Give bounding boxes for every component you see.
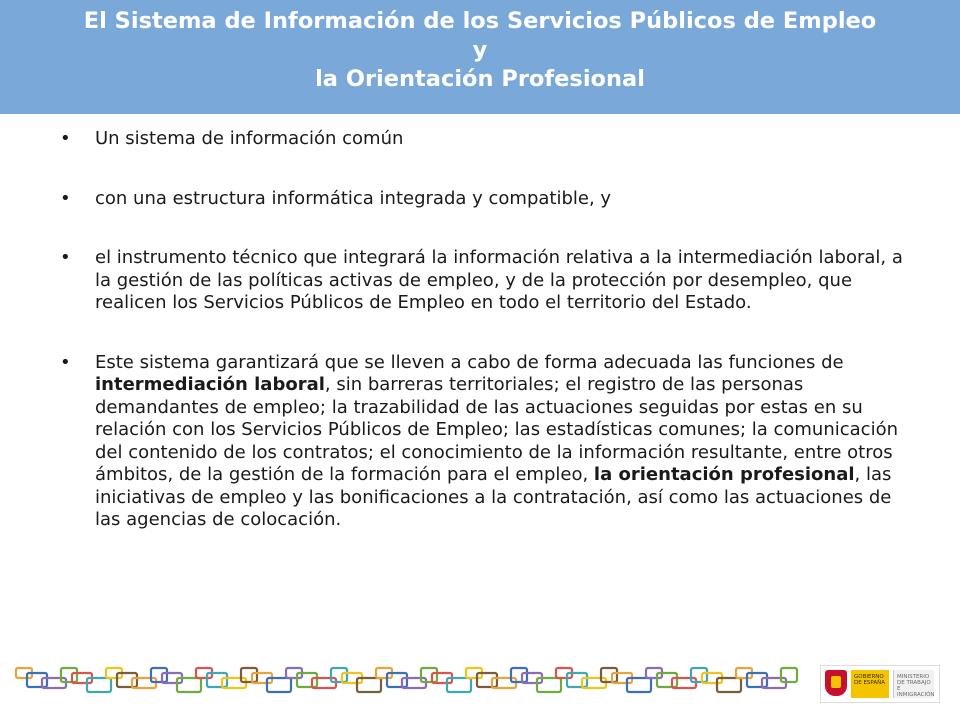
chain-link (357, 678, 381, 692)
chain-link (61, 668, 77, 682)
chain-link (511, 668, 527, 682)
bullet-text-4b: , sin barreras territoriales; el registro de las personas demandantes de empleo; la trazabilidad de las actuaciones seguidas por estas en su relación con los Servicios Públicos de Empleo; las estadísticas comunes; la comunicación del contenido de los contratos; el conocimiento de la información resultante, entre otros ámbitos, de la gestión de la formación para el empleo, (95, 374, 898, 485)
chain-link (627, 678, 651, 692)
chain-link (691, 668, 707, 682)
chain-link (537, 678, 561, 692)
chain-link (477, 673, 497, 687)
chain-link (117, 673, 137, 687)
chain-link (207, 673, 227, 687)
title-line-1: El Sistema de Información de los Servicios Públicos de Empleo (83, 8, 877, 34)
chain-link (151, 668, 167, 682)
bold-intermediacion-laboral: intermediación laboral (95, 374, 325, 395)
title-line-3: la Orientación Profesional (315, 66, 645, 92)
chain-link (781, 668, 797, 682)
slide-title-banner (0, 0, 960, 114)
bullet-item-2 (60, 188, 910, 211)
chain-link (601, 668, 617, 682)
chain-link (567, 673, 587, 687)
bullet-text-4a: Este sistema garantizará que se lleven a cabo de forma adecuada las funciones de (95, 351, 844, 373)
chain-link (87, 678, 111, 692)
government-logo (820, 665, 940, 703)
decorative-chain-band (12, 660, 802, 700)
bullet-item-3 (60, 247, 910, 315)
bullet-text-1: Un sistema de información común (95, 128, 404, 149)
bullet-text-4c: , las iniciativas de empleo y las bonificaciones a la contratación, así como las actuaciones de las agencias de colocación. (95, 464, 892, 530)
chain-link (241, 668, 257, 682)
chain-link (447, 678, 471, 692)
chain-link (717, 678, 741, 692)
chain-link (177, 678, 201, 692)
chain-link (657, 673, 677, 687)
chain-link (267, 678, 291, 692)
bullet-list (60, 128, 910, 532)
ministerio-text: MINISTERIO DE TRABAJO E INMIGRACIÓN (897, 674, 935, 698)
gobierno-text: GOBIERNO DE ESPAÑA (854, 674, 886, 686)
bullet-item-1 (60, 128, 910, 151)
chain-link (27, 673, 47, 687)
chain-link (747, 673, 767, 687)
bullet-text-2: con una estructura informática integrada y compatible, y (95, 187, 612, 209)
chain-link (421, 668, 437, 682)
chain-link (297, 673, 317, 687)
coat-of-arms-icon (825, 670, 847, 696)
bullet-item-4 (60, 352, 910, 532)
bold-orientacion-profesional: la orientación profesional (593, 464, 855, 485)
chain-link (331, 668, 347, 682)
bullet-text-3: el instrumento técnico que integrará la información relativa a la intermediación laboral, a la gestión de las políticas activas de empleo, y de la protección por desempleo, que realicen los Servicios Públicos de Empleo en todo el territorio del Estado. (95, 247, 903, 313)
title-line-2: y (472, 37, 488, 63)
chain-link (387, 673, 407, 687)
